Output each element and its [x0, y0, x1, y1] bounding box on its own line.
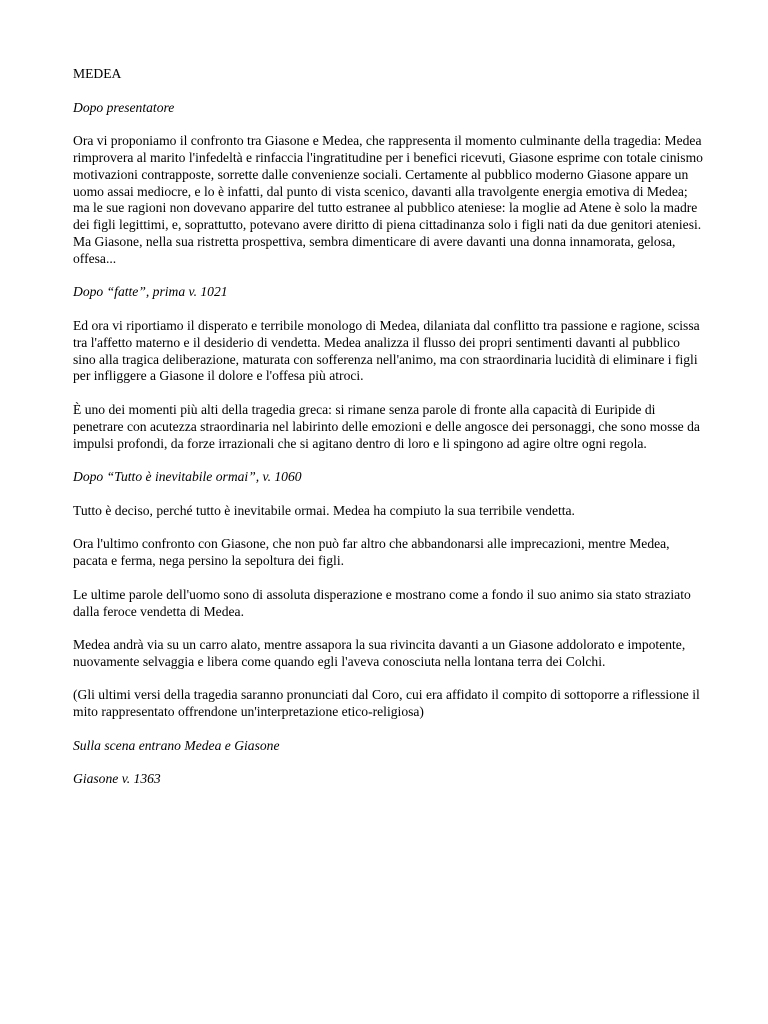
paragraph: Le ultime parole dell'uomo sono di assoluta disperazione e mostrano come a fondo il suo animo sia stato straziato dalla feroce vendetta di Medea.	[73, 586, 691, 619]
document-page	[73, 66, 703, 805]
document-title: MEDEA	[73, 66, 122, 81]
paragraph: Ora l'ultimo confronto con Giasone, che non può far altro che abbandonarsi alle imprecazioni, mentre Medea, pacata e ferma, nega persino la sepoltura dei figli.	[73, 536, 670, 569]
section-heading: Dopo “fatte”, prima v. 1021	[73, 284, 228, 300]
paragraph: (Gli ultimi versi della tragedia saranno pronunciati dal Coro, cui era affidato il compito di sottoporre a riflessione il mito rappresentato offrendone un'interpretazione etico-religiosa)	[73, 687, 700, 720]
paragraph: Ed ora vi riportiamo il disperato e terribile monologo di Medea, dilaniata dal conflitto tra passione e ragione, scissa tra l'affetto materno e il desiderio di vendetta. Medea analizza il flusso dei propri sentimenti davanti al pubblico sino alla tragica deliberazione, maturata con sofferenza nell'animo, ma con straordinaria lucidità di eliminare i figli per infliggere a Giasone il dolore e l'offesa più atroci.	[73, 317, 700, 384]
paragraph: Ora vi proponiamo il confronto tra Giasone e Medea, che rappresenta il momento culminante della tragedia: Medea rimprovera al marito l'infedeltà e rinfaccia l'ingratitudine per i benefici ricevuti, Giasone esprime con totale cinismo motivazioni contrapposte, sorrette dalle convenienze sociali. Certamente al pubblico moderno Giasone appare un uomo assai mediocre, e lo è infatti, dal punto di vista scenico, davanti alla travolgente energia emotiva di Medea; ma le sue ragioni non dovevano apparire del tutto estranee al pubblico ateniese: la moglie ad Atene è solo la madre dei figli legittimi, e, soprattutto, potevano avere diritto di piena cittadinanza solo i figli nati da due genitori ateniesi. Ma Giasone, nella sua ristretta prospettiva, sembra dimenticare di avere davanti una donna innamorata, gelosa, offesa...	[73, 133, 703, 266]
section-heading: Giasone v. 1363	[73, 771, 161, 787]
paragraph: È uno dei momenti più alti della tragedia greca: si rimane senza parole di fronte alla capacità di Euripide di penetrare con acutezza straordinaria nel labirinto delle emozioni e delle angosce dei personaggi, che sono mosse da impulsi profondi, da forze irrazionali che si agitano dentro di loro e li spingono ad agire oltre ogni regola.	[73, 401, 700, 451]
section-heading: Dopo “Tutto è inevitabile ormai”, v. 1060	[73, 469, 302, 485]
section-heading: Sulla scena entrano Medea e Giasone	[73, 737, 280, 753]
paragraph: Medea andrà via su un carro alato, mentre assapora la sua rivincita davanti a un Giasone addolorato e impotente, nuovamente selvaggia e libera come quando egli l'aveva conosciuta nella lontana terra dei Colchi.	[73, 637, 686, 669]
paragraph: Tutto è deciso, perché tutto è inevitabile ormai. Medea ha compiuto la sua terribile vendetta.	[73, 502, 575, 518]
section-heading: Dopo presentatore	[73, 99, 175, 115]
